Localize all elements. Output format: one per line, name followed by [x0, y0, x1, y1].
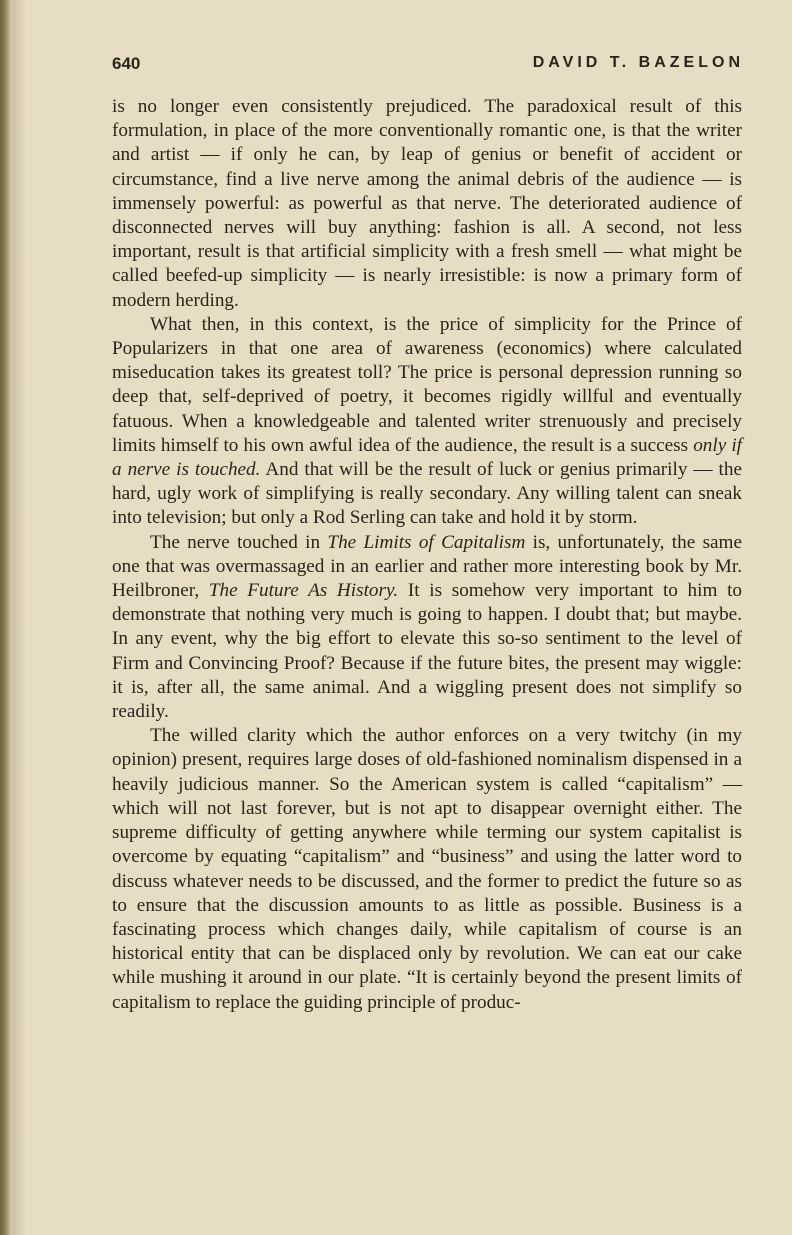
italic-book-title: The Limits of Capitalism — [327, 531, 526, 553]
paragraph-1 — [112, 95, 742, 313]
page-header — [112, 54, 744, 78]
page-number: 640 — [112, 54, 141, 73]
paragraph-3 — [112, 531, 742, 725]
italic-book-title: The Future As History. — [208, 580, 399, 602]
body-text — [112, 95, 742, 1015]
text-run: It is somehow very important to him to demonstrate that nothing very much is going to happen. I doubt that; but maybe. In any event, why the big effort to elevate this so-so sentiment to the level of Firm and Convincing Proof? Because if the future bites, the present may wiggle: it is, after all, the same animal. And a wiggling present does not simplify so readily. — [112, 580, 742, 723]
text-run: is, unfortunately, the same one that was overmassaged in an earlier and rather more interesting book by Mr. Heilbroner, — [112, 531, 742, 602]
text-run: is no longer even consistently prejudiced. The paradoxical result of this formulation, in place of the more conventionally romantic one, is that the writer and artist — if only he can, by leap of genius or benefit of accident or circumstance, find a live nerve among the animal debris of the audience — is immensely powerful: as powerful as that nerve. The deteriorated audience of disconnected nerves will buy anything: fashion is all. A second, not less important, result is that artificial simplicity with a fresh smell — what might be called beefed-up simplicity — is nearly irresistible: is now a primary form of modern herding. — [112, 96, 742, 311]
text-run: The willed clarity which the author enforces on a very twitchy (in my opinion) present, requires large doses of old-fashioned nominalism dispensed in a heavily judicious manner. So the American system is called “capitalism” — which will not last forever, but is not apt to disappear overnight either. The supreme difficulty of getting anywhere while terming our system capitalist is overcome by equating “capitalism” and “business” and using the latter word to discuss whatever needs to be discussed, and the former to predict the future so as to ensure that the discussion amounts to as little as possible. Business is a fascinating process which changes daily, while capitalism of course is an historical entity that can be displaced only by revolution. We can eat our cake while mushing it around in our plate. “It is certainly beyond the present limits of capitalism to replace the guiding principle of produc- — [112, 725, 742, 1013]
text-run: What then, in this context, is the price of simplicity for the Prince of Popularizers in that one area of awareness (economics) where calculated miseducation takes its greatest toll? The price is personal depression running so deep that, self-deprived of poetry, it becomes rigidly willful and eventually fatuous. When a knowledgeable and talented writer strenuously and precisely limits himself to his own awful idea of the audience, the result is a success — [112, 313, 742, 456]
running-head: DAVID T. BAZELON — [532, 54, 744, 71]
italic-run: only if a nerve is touched. — [112, 434, 742, 481]
text-run: And that will be the result of luck or genius primarily — the hard, ugly work of simplifying is really secondary. Any willing talent can sneak into television; but only a Rod Serling can take and hold it by storm. — [112, 459, 742, 529]
paragraph-4 — [112, 724, 742, 1014]
paragraph-2 — [112, 313, 742, 531]
text-run: The nerve touched in — [150, 531, 328, 553]
